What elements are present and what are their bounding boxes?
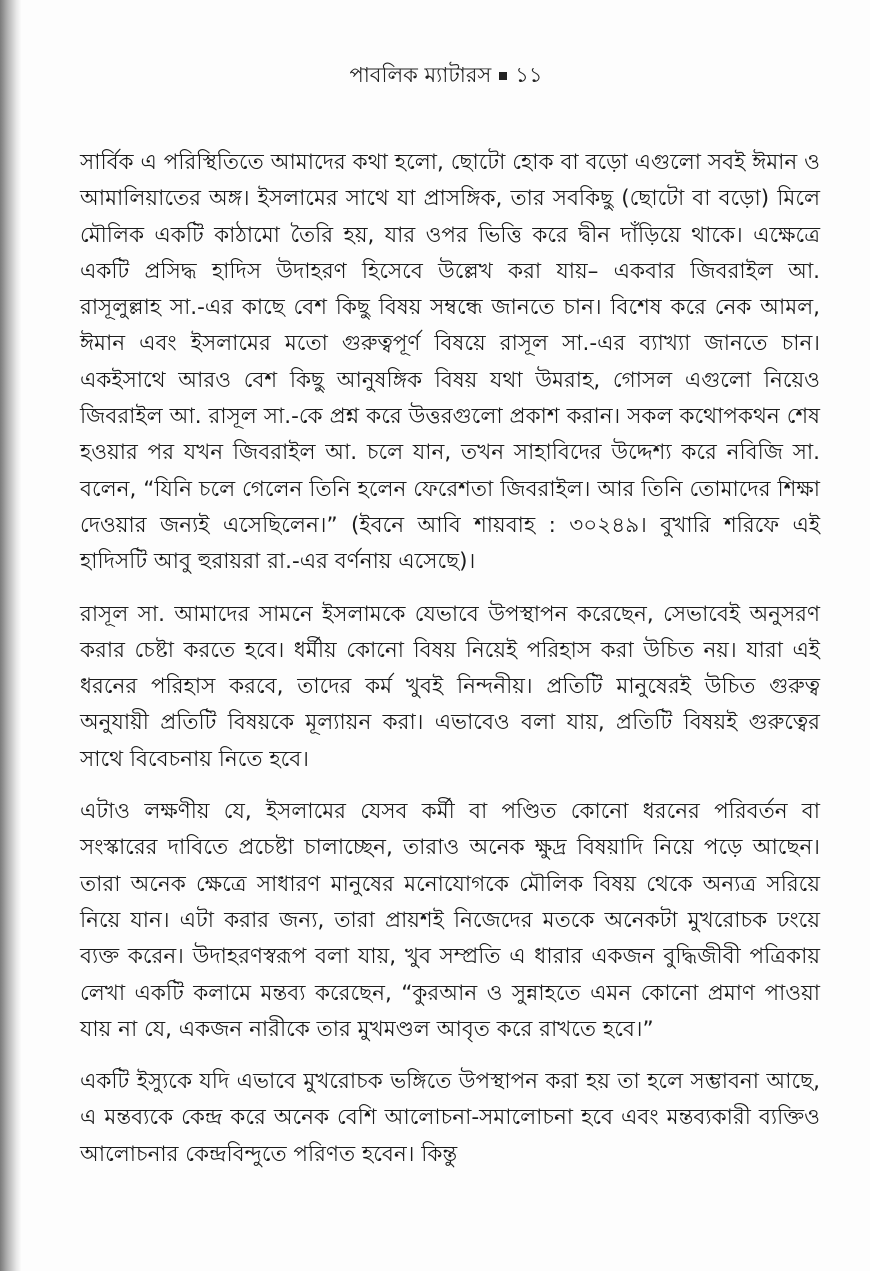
body-text: [80, 145, 820, 1173]
book-page: [22, 0, 870, 1271]
book-title: পাবলিক ম্যাটারস: [349, 63, 492, 87]
header-separator-square: [499, 72, 507, 80]
paragraph-4: একটি ইস্যুকে যদি এভাবে মুখরোচক ভঙ্গিতে উপস্থাপন করা হয় তা হলে সম্ভাবনা আছে, এ মন্তব্যকে কেন্দ্র করে অনেক বেশি আলোচনা-সমালোচনা হবে এবং মন্তব্যকারী ব্যক্তিও আলোচনার কেন্দ্রবিন্দুতে পরিণত হবেন। কিন্তু: [80, 1069, 820, 1167]
paragraph-3: এটাও লক্ষণীয় যে, ইসলামের যেসব কর্মী বা পণ্ডিত কোনো ধরনের পরিবর্তন বা সংস্কারের দাবিতে প্রচেষ্টা চালাচ্ছেন, তারাও অনেক ক্ষুদ্র বিষয়াদি নিয়ে পড়ে আছেন। তারা অনেক ক্ষেত্রে সাধারণ মানুষের মনোযোগকে মৌলিক বিষয় থেকে অন্যত্র সরিয়ে নিয়ে যান। এটা করার জন্য, তারা প্রায়শই নিজেদের মতকে অনেকটা মুখরোচক ঢংয়ে ব্যক্ত করেন। উদাহরণস্বরূপ বলা যায়, খুব সম্প্রতি এ ধারার একজন বুদ্ধিজীবী পত্রিকায় লেখা একটি কলামে মন্তব্য করেছেন, “কুরআন ও সুন্নাহতে এমন কোনো প্রমাণ পাওয়া যায় না যে, একজন নারীকে তার মুখমণ্ডল আবৃত করে রাখতে হবে।”: [80, 799, 820, 1042]
page-binding-shadow: [0, 0, 22, 1271]
page-number: ১১: [515, 63, 543, 87]
running-header: [22, 60, 870, 90]
paragraph-1: সার্বিক এ পরিস্থিতিতে আমাদের কথা হলো, ছোটো হোক বা বড়ো এগুলো সবই ঈমান ও আমালিয়াতের অঙ্গ। ইসলামের সাথে যা প্রাসঙ্গিক, তার সবকিছু (ছোটো বা বড়ো) মিলে মৌলিক একটি কাঠামো তৈরি হয়, যার ওপর ভিত্তি করে দ্বীন দাঁড়িয়ে থাকে। এক্ষেত্রে একটি প্রসিদ্ধ হাদিস উদাহরণ হিসেবে উল্লেখ করা যায়– একবার জিবরাইল আ. রাসূলুল্লাহ সা.-এর কাছে বেশ কিছু বিষয় সম্বন্ধে জানতে চান। বিশেষ করে নেক আমল, ঈমান এবং ইসলামের মতো গুরুত্বপূর্ণ বিষয়ে রাসূল সা.-এর ব্যাখ্যা জানতে চান। একইসাথে আরও বেশ কিছু আনুষঙ্গিক বিষয় যথা উমরাহ, গোসল এগুলো নিয়েও জিবরাইল আ. রাসূল সা.-কে প্রশ্ন করে উত্তরগুলো প্রকাশ করান। সকল কথোপকথন শেষ হওয়ার পর যখন জিবরাইল আ. চলে যান, তখন সাহাবিদের উদ্দেশ্য করে নবিজি সা. বলেন, “যিনি চলে গেলেন তিনি হলেন ফেরেশতা জিবরাইল। আর তিনি তোমাদের শিক্ষা দেওয়ার জন্যই এসেছিলেন।” (ইবনে আবি শায়বাহ : ৩০২৪৯। বুখারি শরিফে এই হাদিসটি আবু হুরায়রা রা.-এর বর্ণনায় এসেছে)।: [80, 150, 820, 575]
paragraph-2: রাসূল সা. আমাদের সামনে ইসলামকে যেভাবে উপস্থাপন করেছেন, সেভাবেই অনুসরণ করার চেষ্টা করতে হবে। ধর্মীয় কোনো বিষয় নিয়েই পরিহাস করা উচিত নয়। যারা এই ধরনের পরিহাস করবে, তাদের কর্ম খুবই নিন্দনীয়। প্রতিটি মানুষেরই উচিত গুরুত্ব অনুযায়ী প্রতিটি বিষয়কে মূল্যায়ন করা। এভাবেও বলা যায়, প্রতিটি বিষয়ই গুরুত্বের সাথে বিবেচনায় নিতে হবে।: [80, 601, 820, 772]
